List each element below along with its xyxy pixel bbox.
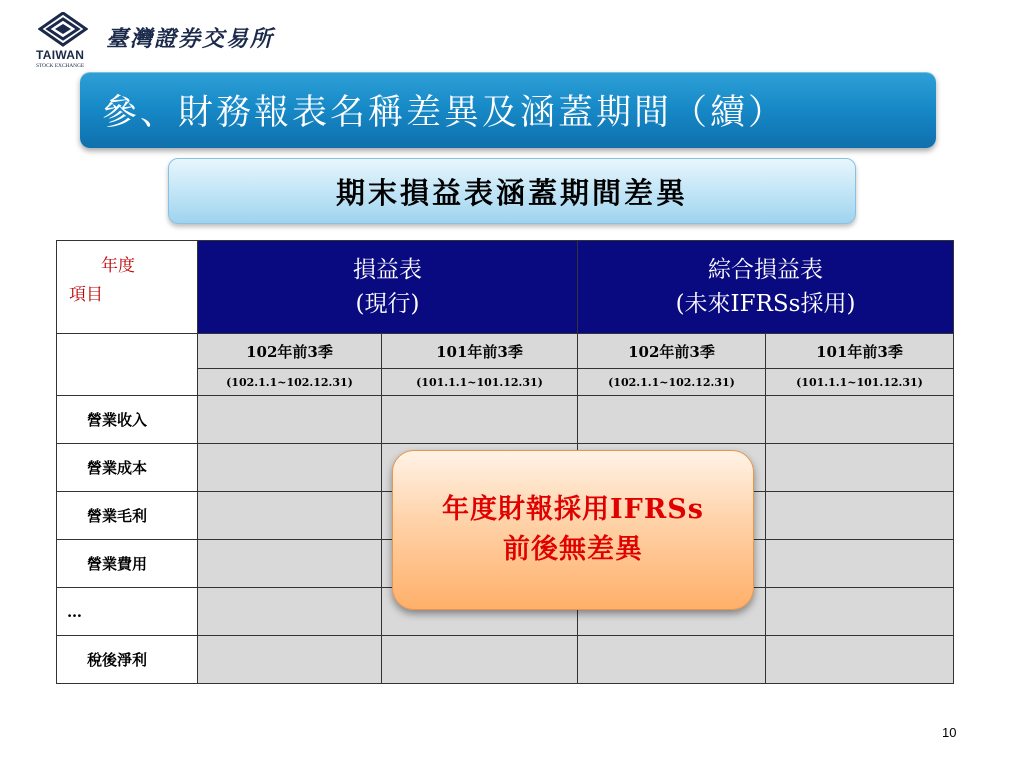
- data-cell: [198, 396, 382, 444]
- logo: [34, 12, 284, 70]
- table-corner-cell: [57, 241, 198, 334]
- range-cell: (101.1.1~101.12.31): [766, 369, 954, 396]
- callout-line2: 前後無差異: [503, 534, 643, 565]
- row-label: 營業費用: [57, 540, 198, 588]
- logo-text-en: TAIWAN: [36, 48, 85, 62]
- range-cell: (102.1.1~102.12.31): [198, 369, 382, 396]
- group-header-income-statement: [198, 241, 578, 334]
- group-header-line1: 綜合損益表: [708, 257, 823, 283]
- period-row: [57, 334, 954, 369]
- period-cell: 102年前3季: [578, 334, 766, 369]
- table-header-row: [57, 241, 954, 334]
- data-cell: [198, 588, 382, 636]
- data-cell: [766, 492, 954, 540]
- row-label: …: [57, 588, 198, 636]
- subtitle-box: [168, 158, 856, 224]
- twse-logo-icon: [38, 12, 88, 48]
- title-bar: [80, 72, 936, 148]
- data-cell: [198, 636, 382, 684]
- range-cell: (101.1.1~101.12.31): [382, 369, 578, 396]
- subtitle: 期末損益表涵蓋期間差異: [335, 175, 688, 210]
- group-header-line2: (現行): [355, 291, 420, 317]
- row-label: 營業毛利: [57, 492, 198, 540]
- data-cell: [766, 540, 954, 588]
- data-cell: [766, 444, 954, 492]
- group-header-comprehensive-income: [578, 241, 954, 334]
- data-cell: [198, 444, 382, 492]
- corner-year-label: 年度: [101, 256, 135, 276]
- callout-line1: 年度財報採用IFRSs: [442, 494, 704, 525]
- period-cell: 101年前3季: [382, 334, 578, 369]
- corner-item-label: 項目: [69, 285, 103, 305]
- row-label: 營業收入: [57, 396, 198, 444]
- blank-cell: [57, 334, 198, 396]
- logo-text-cn: 臺灣證券交易所: [106, 26, 275, 52]
- group-header-line2: (未來IFRSs採用): [675, 291, 856, 317]
- data-cell: [198, 540, 382, 588]
- data-cell: [198, 492, 382, 540]
- data-cell: [382, 636, 578, 684]
- table-row: [57, 396, 954, 444]
- row-label: 稅後淨利: [57, 636, 198, 684]
- data-cell: [578, 636, 766, 684]
- data-cell: [382, 396, 578, 444]
- logo-text-en-sub: STOCK EXCHANGE: [36, 63, 85, 69]
- callout-box: [392, 450, 754, 610]
- data-cell: [766, 396, 954, 444]
- range-cell: (102.1.1~102.12.31): [578, 369, 766, 396]
- period-cell: 102年前3季: [198, 334, 382, 369]
- data-cell: [578, 396, 766, 444]
- page-number: 10: [942, 725, 957, 740]
- data-cell: [766, 636, 954, 684]
- page-title: 參、財務報表名稱差異及涵蓋期間（續）: [102, 93, 787, 133]
- table-row: [57, 636, 954, 684]
- data-cell: [766, 588, 954, 636]
- group-header-line1: 損益表: [353, 257, 422, 283]
- row-label: 營業成本: [57, 444, 198, 492]
- period-cell: 101年前3季: [766, 334, 954, 369]
